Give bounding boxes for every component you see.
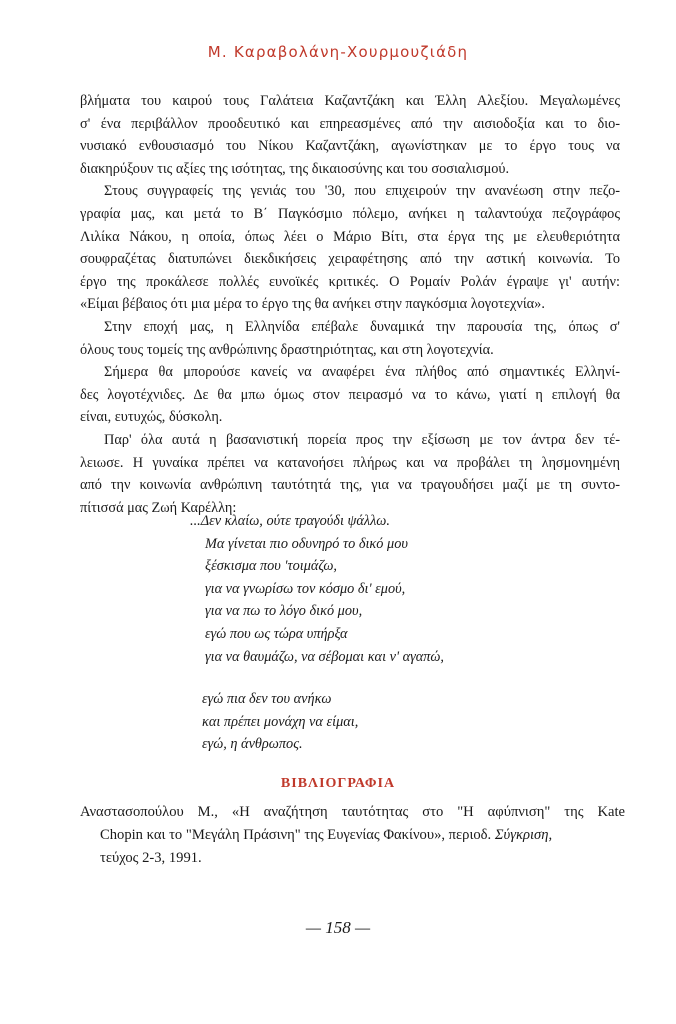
paragraph-3 [80,316,620,361]
text-line: λειωσε. Η γυναίκα πρέπει να κατανοήσει πλήρως και να προβάλει τη λησμονημένη [80,454,620,471]
text-line: από την κοινωνία ανθρώπινη ταυτότητά της, για να τραγουδήσει μαζί με τη συντο- [80,477,620,494]
journal-title: Σύγκριση, [494,827,553,843]
text-line: «Είμαι βέβαιος ότι μια μέρα το έργο της θα ανήκει στην παγκόσμια λογοτεχνία». [80,296,545,313]
text-line: διακηρύξουν τις αξίες της ισότητας, της δικαιοσύνης και του σοσιαλισμού. [80,160,510,177]
paragraph-2 [80,180,620,316]
running-header: Μ. Καραβολάνη-Χουρμουζιάδη [207,43,469,61]
bibliography-line: τεύχος 2-3, 1991. [100,850,202,866]
text-line: Παρ' όλα αυτά η βασανιστική πορεία προς την εξίσωση με τον άντρα δεν τέ- [104,431,620,448]
poem-line: εγώ, η άνθρωπος. [202,736,303,753]
poem-line: και πρέπει μονάχη να είμαι, [202,713,359,730]
text-line: Στην εποχή μας, η Ελληνίδα επέβαλε δυναμικά την παρουσία της, όπως σ' [104,318,620,335]
page-number: — 158 — [305,918,371,937]
text-line: Στους συγγραφείς της γενιάς του '30, που επιχειρούν την ανανέωση στην πεζο- [104,183,620,200]
text-line: Λιλίκα Νάκου, η οποία, όπως λέει ο Μάριο Βίτι, στα έργα της με ελευθεριότητα [80,228,620,245]
text-line: νυσιακό ενθουσιασμό του Νίκου Καζαντζάκη, αγωνίστηκαν με το έργο τους να [80,138,620,155]
text-line: Σήμερα θα μπορούσε κανείς να αναφέρει ένα πλήθος από σημαντικές Ελληνί- [104,364,620,381]
text-line: όλους τους τομείς της ανθρώπινης δραστηριότητας, και στη λογοτεχνία. [80,341,494,358]
paragraph-4 [80,361,620,429]
poem-line: Μα γίνεται πιο οδυνηρό το δικό μου [205,535,408,552]
body-text [80,90,620,519]
bibliography-line [80,824,625,847]
paragraph-1 [80,90,620,180]
stanza-gap [190,668,444,688]
text-line: βλήματα του καιρού τους Γαλάτεια Καζαντζάκη και Έλλη Αλεξίου. Μεγαλωμένες [80,93,620,109]
poem-line: ...Δεν κλαίω, ούτε τραγούδι ψάλλω. [190,513,390,529]
poem-line: για να πω το λόγο δικό μου, [205,603,363,620]
paragraph-5 [80,429,620,519]
bibliography-entry [80,801,625,870]
text-line: δες λογοτέχνιδες. Δε θα μπω όμως στον πειρασμό να το κάνω, γιατί η επιλογή θα [80,386,620,403]
text-line: πίτισσά μας Ζωή Καρέλλη: [80,499,237,516]
poem-line: εγώ πια δεν του ανήκω [202,691,332,708]
text-line: έργο της προκάλεσε πολλές ευνοϊκές κριτικές. Ο Ρομαίν Ρολάν έγραψε γι' αυτήν: [80,273,620,290]
bibliography-text: Chopin και το "Μεγάλη Πράσινη" της Ευγενίας Φακίνου», περιοδ. [100,827,495,843]
poem-line: για να θαυμάζω, να σέβομαι και ν' αγαπώ, [205,648,444,665]
bibliography-heading: ΒΙΒΛΙΟΓΡΑΦΙΑ [280,776,396,791]
text-line: σουφραζέτας διατυπώνει διεκδικήσεις χειραφέτησης από την αστική κοινωνία. Το [80,251,620,268]
text-line: σ' ένα περιβάλλον προοδευτικό και επηρεασμένες από την αισιοδοξία και το διο- [80,115,620,132]
text-line: είναι, ευτυχώς, δύσκολη. [80,409,223,426]
text-line: γραφία μας, και μετά το Β΄ Παγκόσμιο πόλεμο, ανήκει η ταλαντούχα πεζογράφος [80,205,620,222]
poem-line: ξέσκισμα που 'τοιμάζω, [205,558,338,575]
poem-quote [190,510,444,756]
poem-line: για να γνωρίσω τον κόσμο δι' εμού, [205,580,406,597]
bibliography-line: Αναστασοπούλου Μ., «Η αναζήτηση ταυτότητας στο "Η αφύπνιση" της Kate [80,804,625,820]
poem-line: εγώ που ως τώρα υπήρξα [205,625,348,642]
